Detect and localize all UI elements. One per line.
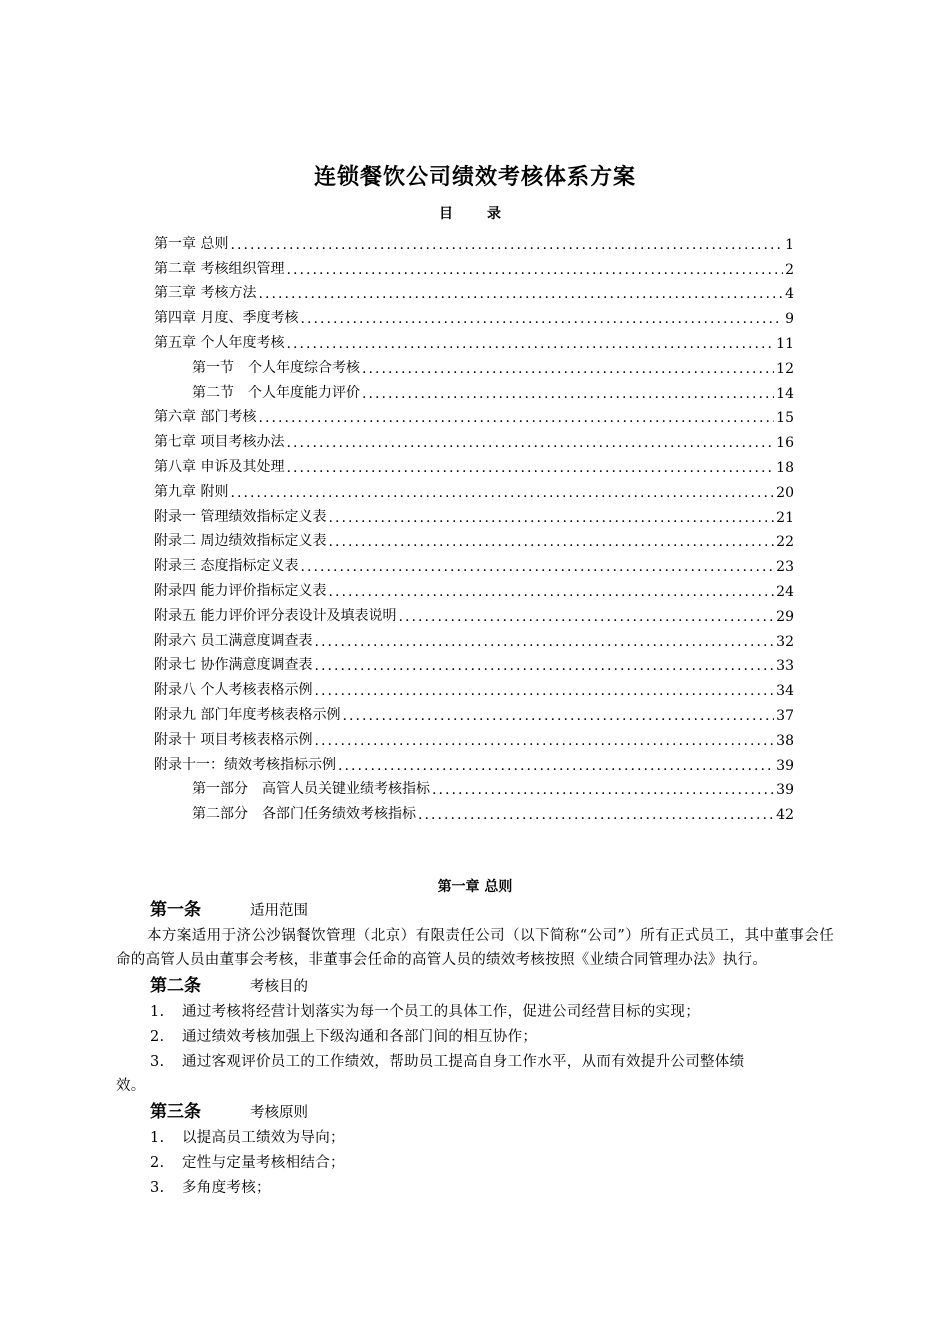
article-3-heading xyxy=(150,1100,834,1126)
document-body xyxy=(116,898,834,1201)
toc-entry[interactable] xyxy=(154,749,794,774)
toc-entry-label: 附录九 部门年度考核表格示例 xyxy=(154,706,341,723)
toc-entry-label: 第二节 个人年度能力评价 xyxy=(192,384,360,401)
toc-entry-label: 附录十 项目考核表格示例 xyxy=(154,731,313,748)
toc-entry-label: 第六章 部门考核 xyxy=(154,409,257,426)
toc-entry[interactable] xyxy=(154,550,794,575)
article-title: 考核原则 xyxy=(250,1105,308,1121)
toc-leader-dots xyxy=(338,758,774,774)
toc-entry-page: 4 xyxy=(785,286,794,303)
toc-entry[interactable] xyxy=(154,426,794,451)
toc-entry-page: 15 xyxy=(776,410,794,427)
toc-entry-page: 16 xyxy=(776,435,794,452)
toc-entry-page: 33 xyxy=(776,658,794,675)
article-1-paragraph: 本方案适用于济公沙锅餐饮管理（北京）有限责任公司（以下简称“公司”）所有正式员工，其中董事会任命的高管人员由董事会考核，非董事会任命的高管人员的绩效考核按照《业绩合同管理办法》执行。 xyxy=(116,928,834,968)
toc-leader-dots xyxy=(314,658,774,674)
toc-entry-label: 第一节 个人年度综合考核 xyxy=(192,359,360,376)
toc-entry-page: 39 xyxy=(776,782,794,799)
toc-entry[interactable] xyxy=(154,625,794,650)
toc-entry[interactable] xyxy=(154,674,794,699)
toc-entry[interactable] xyxy=(154,575,794,600)
toc-entry-label: 附录八 个人考核表格示例 xyxy=(154,682,313,699)
list-item-text: 通过绩效考核加强上下级沟通和各部门间的相互协作； xyxy=(182,1029,538,1045)
article-number: 第二条 xyxy=(150,976,201,996)
list-item xyxy=(116,1151,834,1176)
toc-entry[interactable] xyxy=(154,526,794,551)
toc-entry[interactable] xyxy=(154,600,794,625)
toc-entry-label: 第四章 月度、季度考核 xyxy=(154,310,299,327)
toc-entry[interactable] xyxy=(154,278,794,303)
toc-entry-page: 12 xyxy=(776,360,794,377)
toc-entry-label: 附录六 员工满意度调查表 xyxy=(154,632,313,649)
toc-entry[interactable] xyxy=(154,650,794,675)
toc-entry-page: 21 xyxy=(776,509,794,526)
article-title: 考核目的 xyxy=(250,979,308,995)
toc-entry-label: 附录二 周边绩效指标定义表 xyxy=(154,533,327,550)
toc-entry[interactable] xyxy=(154,699,794,724)
toc-entry-page: 11 xyxy=(776,335,794,352)
list-item-text: 通过客观评价员工的工作绩效，帮助员工提高自身工作水平，从而有效提升公司整体绩 xyxy=(182,1054,745,1070)
toc-leader-dots xyxy=(314,683,774,699)
list-item xyxy=(116,1176,834,1201)
toc-entry-label: 附录四 能力评价指标定义表 xyxy=(154,582,327,599)
toc-entry-page: 37 xyxy=(776,707,794,724)
toc-leader-dots xyxy=(418,807,774,823)
toc-leader-dots xyxy=(230,485,774,501)
toc-entry-label: 第一部分 高管人员关键业绩考核指标 xyxy=(192,781,430,798)
toc-entry-label: 附录三 态度指标定义表 xyxy=(154,558,299,575)
toc-entry-page: 29 xyxy=(776,608,794,625)
article-3-list xyxy=(116,1126,834,1201)
toc-leader-dots xyxy=(328,584,774,600)
toc-entry[interactable] xyxy=(154,402,794,427)
toc-leader-dots xyxy=(342,708,774,724)
toc-entry-page: 42 xyxy=(776,807,794,824)
list-item xyxy=(116,1126,834,1151)
toc-entry[interactable] xyxy=(154,451,794,476)
article-number: 第一条 xyxy=(150,900,201,920)
toc-entry-label: 第二部分 各部门任务绩效考核指标 xyxy=(192,806,416,823)
toc-heading: 目 录 xyxy=(439,206,511,222)
toc-entry-page: 20 xyxy=(776,484,794,501)
list-item-number: 2. xyxy=(150,1155,165,1171)
toc-entry-label: 附录一 管理绩效指标定义表 xyxy=(154,508,327,525)
toc-leader-dots xyxy=(286,435,774,451)
list-item xyxy=(116,1050,834,1074)
toc-entry-page: 22 xyxy=(776,534,794,551)
list-item-number: 3. xyxy=(150,1054,165,1070)
list-item xyxy=(116,1025,834,1050)
toc-entry-label: 第五章 个人年度考核 xyxy=(154,334,285,351)
toc-leader-dots xyxy=(432,782,774,798)
toc-entry-label: 第七章 项目考核办法 xyxy=(154,434,285,451)
list-item-continuation: 效。 xyxy=(116,1078,146,1094)
toc-leader-dots xyxy=(286,336,774,352)
table-of-contents xyxy=(154,228,794,823)
toc-leader-dots xyxy=(286,460,774,476)
toc-entry[interactable] xyxy=(154,352,794,377)
toc-entry[interactable] xyxy=(154,327,794,352)
list-item-text: 通过考核将经营计划落实为每一个员工的具体工作，促进公司经营目标的实现； xyxy=(182,1004,700,1020)
toc-entry-page: 18 xyxy=(776,459,794,476)
toc-entry-page: 2 xyxy=(785,261,794,278)
article-title: 适用范围 xyxy=(250,903,308,919)
article-1-heading xyxy=(150,898,834,924)
toc-entry-label: 第二章 考核组织管理 xyxy=(154,260,285,277)
toc-entry-page: 38 xyxy=(776,732,794,749)
toc-leader-dots xyxy=(300,311,783,327)
toc-entry[interactable] xyxy=(154,302,794,327)
toc-entry-page: 1 xyxy=(785,236,794,253)
toc-entry[interactable] xyxy=(154,377,794,402)
toc-leader-dots xyxy=(362,361,774,377)
toc-entry[interactable] xyxy=(154,774,794,799)
toc-entry-page: 32 xyxy=(776,633,794,650)
list-item-text: 以提高员工绩效为导向； xyxy=(182,1130,345,1146)
toc-leader-dots xyxy=(258,286,783,302)
list-item-text: 多角度考核； xyxy=(182,1180,271,1196)
toc-leader-dots xyxy=(314,634,774,650)
toc-entry[interactable] xyxy=(154,501,794,526)
toc-entry-page: 34 xyxy=(776,683,794,700)
toc-entry-label: 附录五 能力评价评分表设计及填表说明 xyxy=(154,607,397,624)
toc-entry-label: 附录十一：绩效考核指标示例 xyxy=(154,756,336,773)
toc-leader-dots xyxy=(398,609,774,625)
toc-leader-dots xyxy=(328,534,774,550)
toc-entry[interactable] xyxy=(154,798,794,823)
list-item-number: 1. xyxy=(150,1004,165,1020)
toc-entry[interactable] xyxy=(154,724,794,749)
toc-entry-page: 9 xyxy=(785,311,794,328)
toc-leader-dots xyxy=(286,262,783,278)
toc-entry[interactable] xyxy=(154,228,794,253)
toc-entry-page: 24 xyxy=(776,583,794,600)
list-item-text: 定性与定量考核相结合； xyxy=(182,1155,345,1171)
document-title: 连锁餐饮公司绩效考核体系方案 xyxy=(313,165,636,190)
toc-entry-label: 第一章 总则 xyxy=(154,235,229,252)
toc-leader-dots xyxy=(258,410,774,426)
chapter-heading: 第一章 总则 xyxy=(437,879,513,895)
toc-leader-dots xyxy=(300,559,774,575)
toc-entry[interactable] xyxy=(154,253,794,278)
toc-entry-page: 39 xyxy=(776,757,794,774)
toc-entry-label: 附录七 协作满意度调查表 xyxy=(154,657,313,674)
toc-leader-dots xyxy=(362,386,774,402)
toc-entry-label: 第三章 考核方法 xyxy=(154,285,257,302)
toc-entry-page: 14 xyxy=(776,385,794,402)
toc-leader-dots xyxy=(328,510,774,526)
article-2-heading xyxy=(150,974,834,1000)
toc-entry-label: 第八章 申诉及其处理 xyxy=(154,458,285,475)
list-item xyxy=(116,1000,834,1025)
article-2-list xyxy=(116,1000,834,1098)
list-item-number: 3. xyxy=(150,1180,165,1196)
list-item-number: 1. xyxy=(150,1130,165,1146)
list-item-number: 2. xyxy=(150,1029,165,1045)
article-number: 第三条 xyxy=(150,1102,201,1122)
toc-entry-page: 23 xyxy=(776,559,794,576)
toc-entry-label: 第九章 附则 xyxy=(154,483,229,500)
toc-leader-dots xyxy=(314,733,774,749)
toc-entry[interactable] xyxy=(154,476,794,501)
toc-leader-dots xyxy=(230,237,783,253)
